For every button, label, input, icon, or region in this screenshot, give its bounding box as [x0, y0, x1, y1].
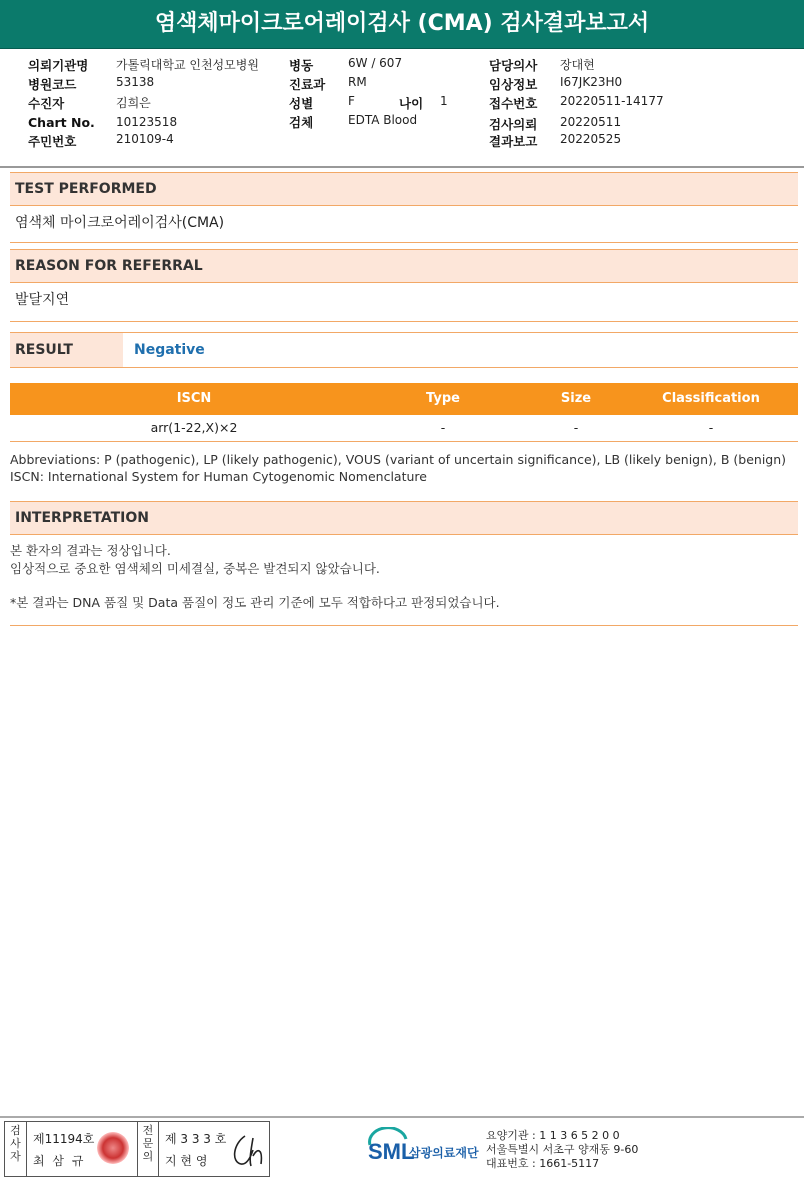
- logo-text: SML: [368, 1139, 415, 1164]
- rrn-value: 210109-4: [116, 132, 174, 146]
- clinical-label: 임상정보: [489, 77, 538, 92]
- referral-value: 발달지연: [10, 283, 798, 322]
- footer-line: 대표번호 : 1661-5117: [486, 1157, 600, 1170]
- header-size: Size: [560, 391, 592, 406]
- header-iscn: ISCN: [176, 391, 212, 406]
- patient-value: 김희은: [116, 96, 151, 110]
- accession-value: 20220511-14177: [560, 94, 664, 108]
- hospital-value: 가톨릭대학교 인천성모병원: [116, 58, 259, 72]
- ward-value: 6W / 607: [348, 56, 403, 70]
- dept-label: 진료과: [289, 77, 326, 92]
- code-label: 병원코드: [28, 77, 77, 92]
- test-performed-value: 염색체 마이크로어레이검사(CMA): [10, 206, 798, 243]
- report-date-label: 결과보고: [489, 134, 538, 149]
- age-value: 1: [440, 94, 448, 108]
- footer-line: 서울특별시 서초구 양재동 9-60: [486, 1143, 639, 1156]
- dept-value: RM: [348, 75, 367, 89]
- patient-info-panel: [0, 48, 804, 168]
- sex-label: 성별: [289, 96, 314, 111]
- chart-label: Chart No.: [28, 115, 95, 130]
- interpretation-line: 임상적으로 중요한 염색체의 미세결실, 중복은 발견되지 않았습니다.: [10, 561, 380, 576]
- signature-box: [4, 1121, 270, 1177]
- variant-table: [10, 383, 798, 442]
- interpretation-heading: INTERPRETATION: [10, 501, 798, 535]
- referral-heading: REASON FOR REFERRAL: [10, 249, 798, 283]
- table-header-row: [10, 383, 798, 415]
- specialist-name: 지 현 영: [165, 1154, 208, 1168]
- report-title: 염색체마이크로어레이검사 (CMA) 검사결과보고서: [0, 0, 804, 49]
- test-performed-heading: TEST PERFORMED: [10, 172, 798, 206]
- request-value: 20220511: [560, 115, 622, 129]
- header-type: Type: [426, 391, 460, 406]
- interpretation-line: 본 환자의 결과는 정상입니다.: [10, 543, 171, 558]
- quality-note: *본 결과는 DNA 품질 및 Data 품질이 정도 관리 기준에 모두 적합하다고 판정되었습니다.: [10, 595, 500, 610]
- patient-label: 수진자: [28, 96, 65, 111]
- signature-icon: [227, 1130, 267, 1170]
- cell-size: -: [573, 420, 579, 435]
- interpretation-section: [10, 501, 798, 535]
- divider: [10, 625, 798, 626]
- specialist-vertical-label: 전문의: [137, 1122, 159, 1176]
- iscn-definition: ISCN: International System for Human Cytogenomic Nomenclature: [10, 469, 427, 484]
- footer-line: 요양기관 : 1 1 3 6 5 2 0 0: [486, 1129, 620, 1142]
- abbreviations-line: Abbreviations: P (pathogenic), LP (likely pathogenic), VOUS (variant of uncertain significance), LB (likely benign), B (benign): [10, 452, 787, 467]
- code-value: 53138: [116, 75, 155, 89]
- age-label: 나이: [399, 96, 424, 111]
- header-classification: Classification: [662, 391, 760, 406]
- footer-contact: [486, 1129, 638, 1171]
- sex-value: F: [348, 94, 355, 108]
- report-date-value: 20220525: [560, 132, 622, 146]
- request-label: 검사의뢰: [489, 117, 538, 132]
- clinical-value: I67JK23H0: [560, 75, 623, 89]
- table-row: [10, 415, 798, 442]
- specimen-label: 검체: [289, 115, 314, 130]
- cell-classification: -: [708, 420, 714, 435]
- result-section: [10, 332, 798, 368]
- doctor-value: 장대현: [560, 58, 595, 72]
- cell-type: -: [440, 420, 446, 435]
- cell-iscn: arr(1-22,X)×2: [150, 420, 238, 435]
- doctor-label: 담당의사: [489, 58, 538, 73]
- accession-label: 접수번호: [489, 96, 538, 111]
- examiner-seal: [97, 1132, 129, 1164]
- org-name: 삼광의료재단: [409, 1146, 479, 1160]
- chart-value: 10123518: [116, 115, 178, 129]
- interpretation-text: [10, 542, 500, 612]
- examiner-license: 제11194호: [33, 1132, 95, 1146]
- hospital-label: 의뢰기관명: [28, 58, 89, 73]
- examiner-name: 최 삼 규: [33, 1154, 86, 1168]
- abbreviations: [10, 451, 786, 485]
- specimen-value: EDTA Blood: [348, 113, 418, 127]
- examiner-vertical-label: 검사자: [5, 1122, 27, 1176]
- referral-section: [10, 249, 798, 322]
- result-value: Negative: [134, 342, 205, 358]
- rrn-label: 주민번호: [28, 134, 77, 149]
- ward-label: 병동: [289, 58, 314, 73]
- test-performed-section: [10, 172, 798, 243]
- footer-divider: [0, 1116, 804, 1118]
- result-heading: RESULT: [10, 333, 123, 367]
- specialist-license: 제 3 3 3 호: [165, 1132, 227, 1146]
